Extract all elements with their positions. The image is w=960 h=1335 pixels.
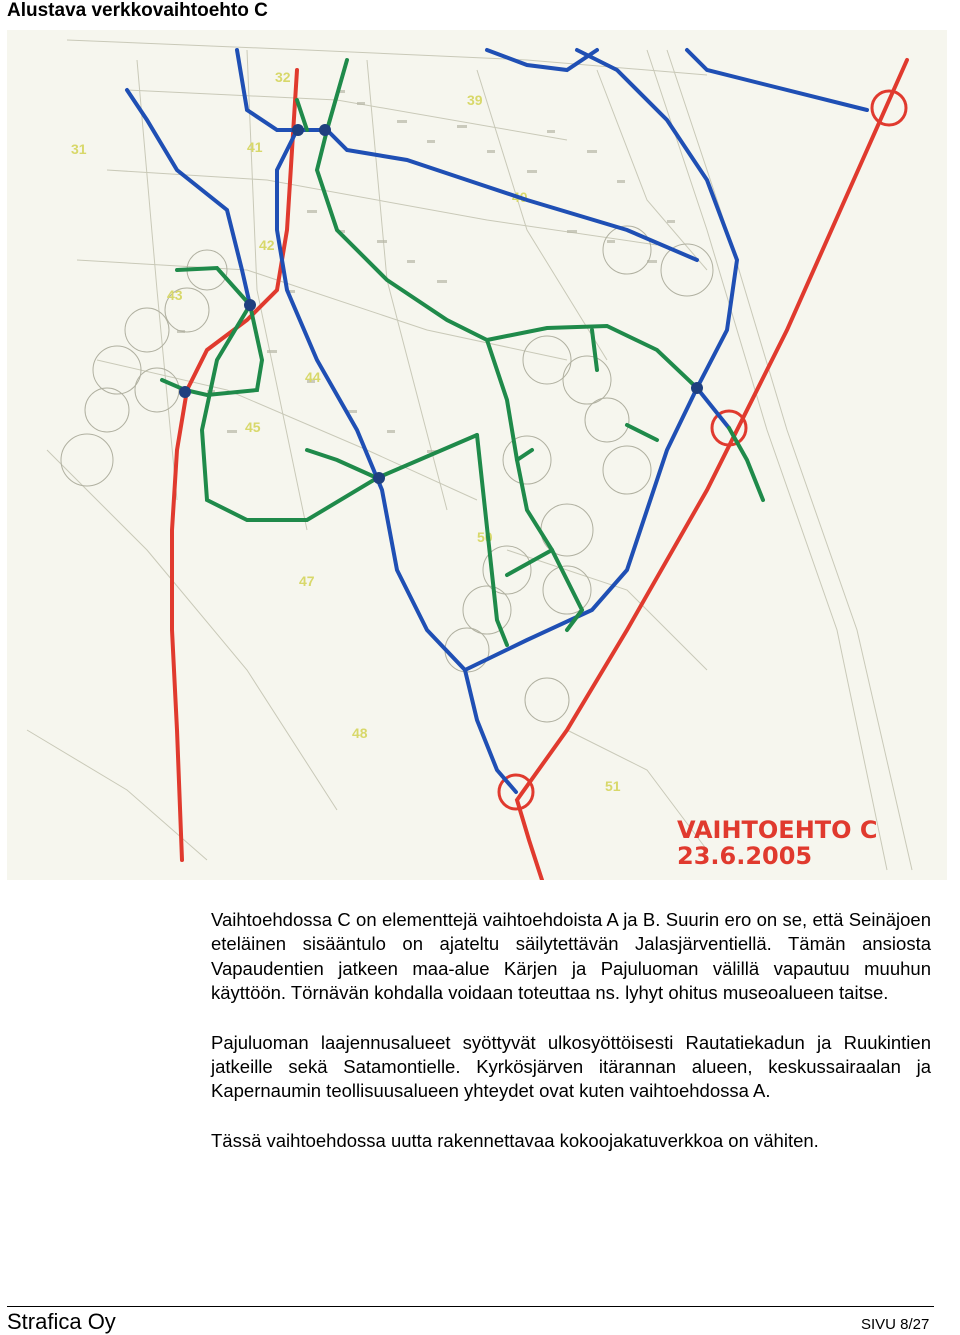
area-label: 43 xyxy=(167,287,183,303)
area-label: 48 xyxy=(352,725,368,741)
area-label: 45 xyxy=(245,419,261,435)
area-label: 39 xyxy=(467,92,483,108)
area-label: 31 xyxy=(71,141,87,157)
map-drawing xyxy=(7,30,947,880)
body-text xyxy=(211,908,931,1178)
area-label: 44 xyxy=(305,369,321,385)
paragraph: Pajuluoman laajennusalueet syöttyvät ulkosyöttöisesti Rautatiekadun ja Ruukintien jatkeille sekä Satamontielle. Kyrkösjärven itärannan alueen, keskussairaalan ja Kapernaumin teollisuusalueen yhteydet ovat kuten vaihtoehdossa A. xyxy=(211,1031,931,1102)
caption-line-2: 23.6.2005 xyxy=(677,842,813,870)
page-title: Alustava verkkovaihtoehto C xyxy=(7,0,268,21)
area-label: 40 xyxy=(512,189,528,205)
area-label: 47 xyxy=(299,573,315,589)
network-alternative-map xyxy=(7,30,947,880)
area-label: 51 xyxy=(605,778,621,794)
caption-line-1: VAIHTOEHTO C xyxy=(677,816,878,844)
handwritten-caption xyxy=(677,816,878,870)
area-label: 50 xyxy=(477,529,493,545)
footer-rule xyxy=(7,1306,934,1307)
paragraph: Vaihtoehdossa C on elementtejä vaihtoehdoista A ja B. Suurin ero on se, että Seinäjoen eteläinen sisääntulo on ajateltu säilytettävän Jalasjärventiellä. Tämän ansiosta Vapaudentien jatkeen maa-alue Kärjen ja Pajuluoman välillä vapautuu muuhun käyttöön. Törnävän kohdalla voidaan toteuttaa ns. lyhyt ohitus museoalueen taitse. xyxy=(211,909,931,1004)
paragraph: Tässä vaihtoehdossa uutta rakennettavaa kokoojakatuverkkoa on vähiten. xyxy=(211,1129,819,1151)
area-labels xyxy=(71,69,621,794)
footer-company: Strafica Oy xyxy=(7,1309,116,1334)
area-label: 41 xyxy=(247,139,263,155)
footer-page-number: SIVU 8/27 xyxy=(861,1316,930,1333)
blue-route xyxy=(127,50,867,792)
base-street-grid xyxy=(27,40,912,870)
area-label: 42 xyxy=(259,237,275,253)
area-label: 32 xyxy=(275,69,291,85)
